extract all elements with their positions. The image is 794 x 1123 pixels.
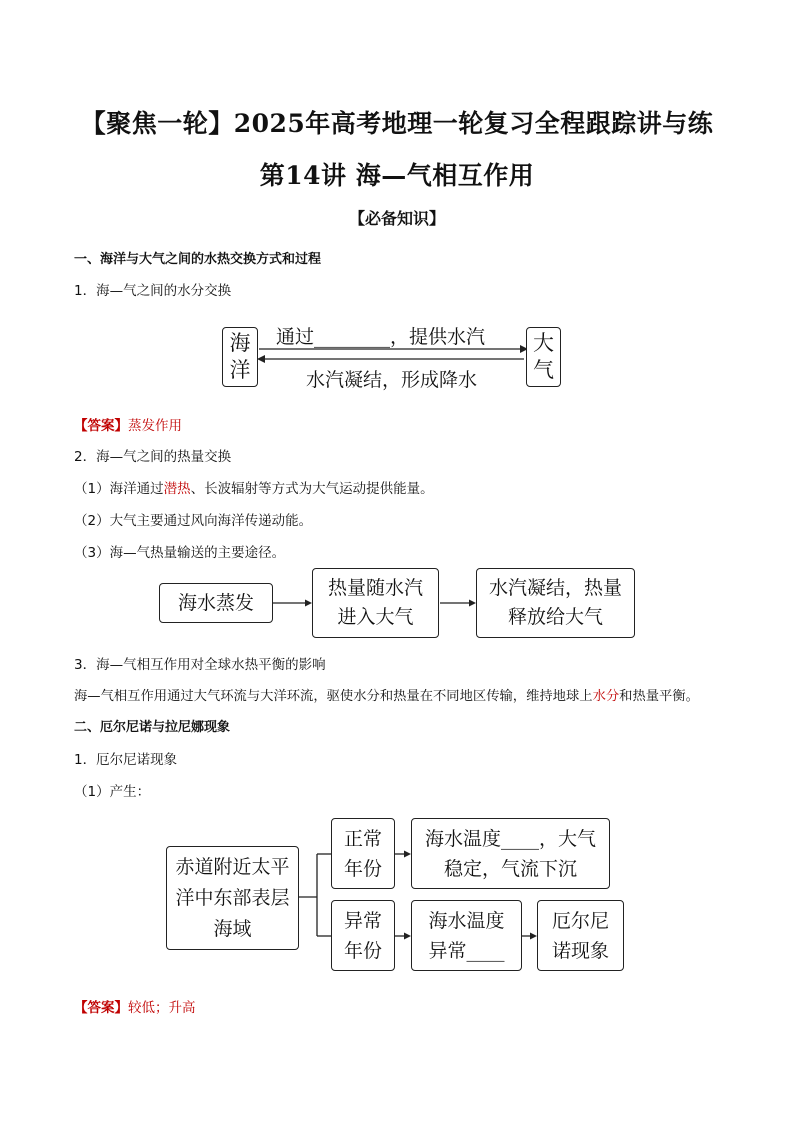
abnormal-year-box: 异常年份: [331, 900, 395, 971]
section-heading-2: 二、厄尔尼诺与拉尼娜现象: [74, 720, 231, 735]
elnino-result-box: 厄尔尼诺现象: [537, 900, 624, 971]
balance-paragraph-prefix: 海—气相互作用通过大气环流与大洋环流，驱使水分和热量在不同地区传输，维持地球上: [74, 689, 593, 704]
knowledge-label: 【必备知识】: [348, 209, 445, 228]
answer-value: 蒸发作用: [128, 418, 182, 434]
series-title: 【聚焦一轮】2025年高考地理一轮复习全程跟踪讲与练: [80, 109, 714, 138]
flow-step-3: 水汽凝结，热量释放给大气: [476, 568, 635, 638]
normal-year-box: 正常年份: [331, 818, 395, 889]
source-region-box: 赤道附近太平洋中东部表层海域: [166, 846, 299, 950]
answer-2: [74, 996, 196, 1016]
subsection-heading-water: 1．海—气之间的水分交换: [74, 283, 232, 299]
answer-value: 较低；升高: [128, 1000, 196, 1016]
elnino-item-1: （1）产生：: [74, 784, 151, 800]
heat-item-1-highlight: 潜热: [163, 481, 191, 497]
abnormal-result-box: 海水温度异常____: [411, 900, 522, 971]
flow-step-1: 海水蒸发: [159, 583, 273, 623]
answer-tag: 【答案】: [74, 418, 128, 434]
evaporation-text: 通过________，提供水汽: [276, 326, 486, 348]
balance-paragraph-highlight: 水分: [592, 689, 620, 704]
atmosphere-box: 大气: [526, 327, 561, 387]
normal-result-box: 海水温度____，大气稳定，气流下沉: [411, 818, 610, 889]
flow-step-2: 热量随水汽进入大气: [312, 568, 439, 638]
heat-item-1-suffix: 、长波辐射等方式为大气运动提供能量。: [190, 481, 434, 497]
heat-item-3: （3）海—气热量输送的主要途径。: [74, 545, 286, 561]
subsection-heading-balance: 3．海—气相互作用对全球水热平衡的影响: [74, 657, 326, 673]
subsection-heading-heat: 2．海—气之间的热量交换: [74, 449, 232, 465]
balance-paragraph-suffix: 和热量平衡。: [619, 689, 699, 704]
answer-tag: 【答案】: [74, 1000, 128, 1016]
section-heading-1: 一、海洋与大气之间的水热交换方式和过程: [74, 252, 322, 267]
heat-item-1-prefix: （1）海洋通过: [74, 481, 164, 497]
condensation-text: 水汽凝结，形成降水: [306, 369, 478, 391]
subsection-heading-elnino: 1．厄尔尼诺现象: [74, 752, 178, 768]
lesson-title: 第14讲 海—气相互作用: [259, 161, 535, 190]
heat-item-2: （2）大气主要通过风向海洋传递动能。: [74, 513, 313, 529]
ocean-box: 海洋: [222, 327, 258, 387]
